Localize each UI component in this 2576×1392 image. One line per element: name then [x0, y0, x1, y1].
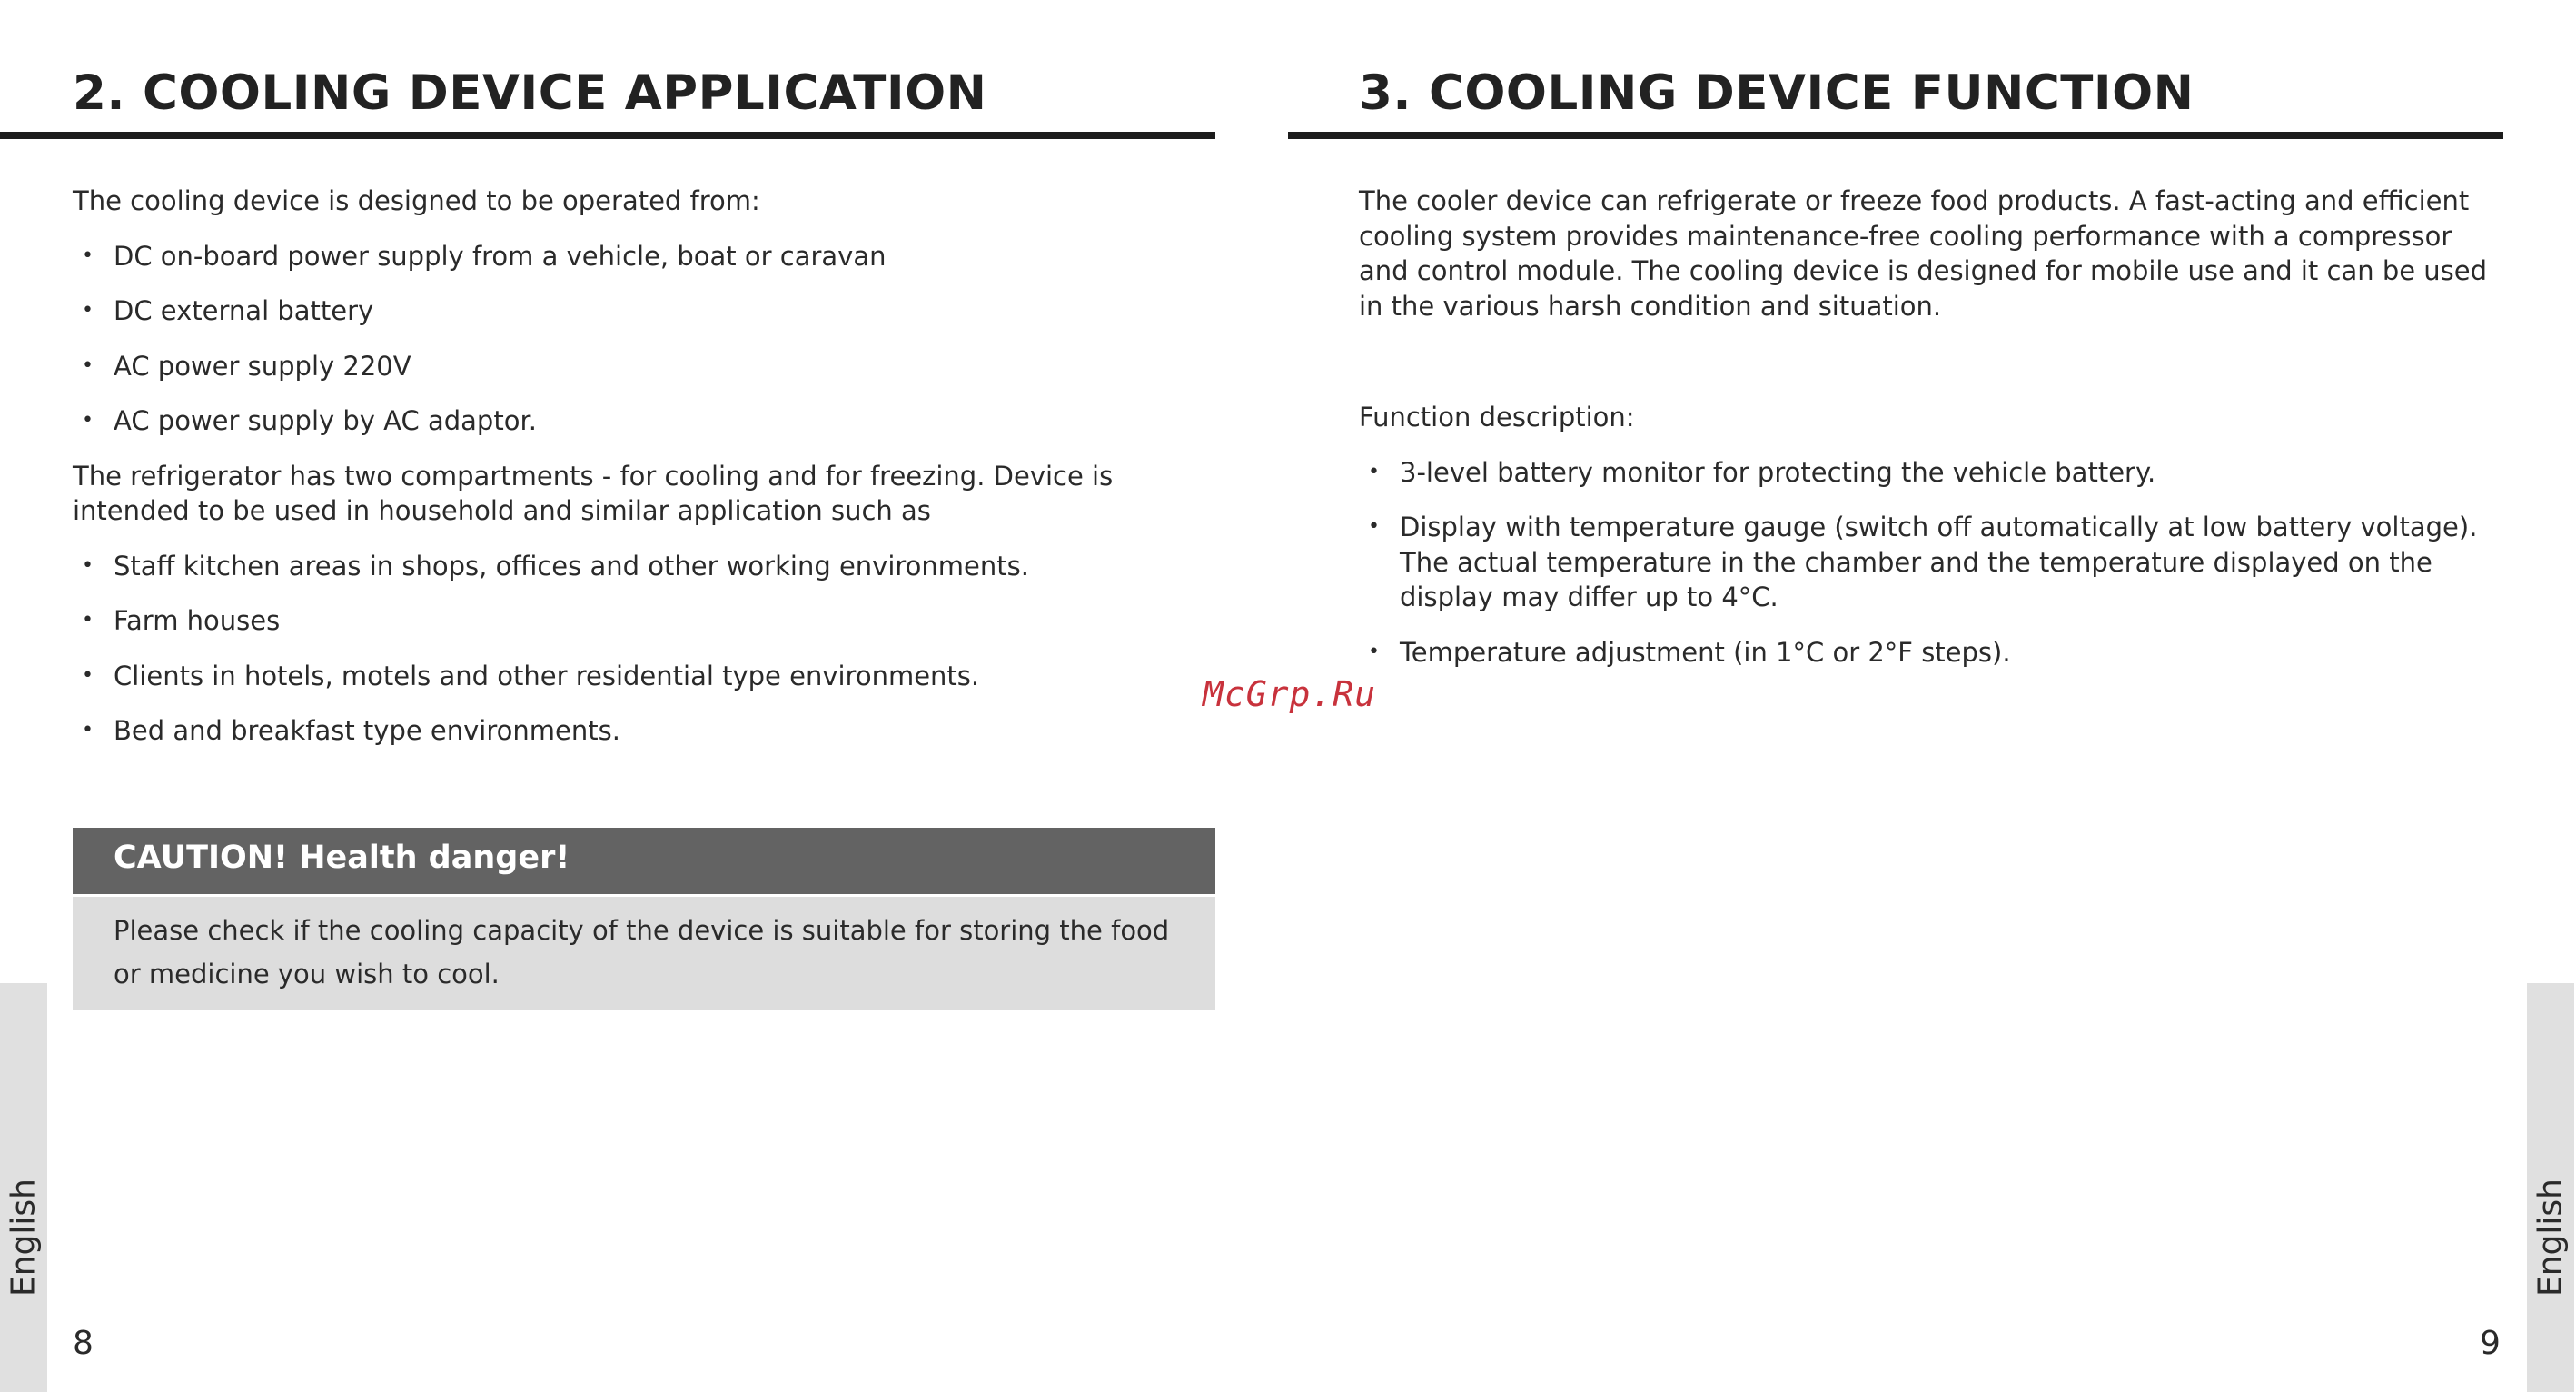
language-label: English: [5, 1178, 43, 1297]
usage-list: [73, 549, 1219, 749]
title-rule: [1288, 132, 2503, 139]
language-side-tab: [0, 983, 47, 1392]
list-item: • Bed and breakfast type environments.: [73, 713, 1219, 749]
list-item: • Farm houses: [73, 603, 1219, 639]
language-label: English: [2531, 1178, 2570, 1297]
list-item: • Display with temperature gauge (switch off automatically at low battery voltage). The actual temperature in the chamber and the temperature displayed on the display may differ up to 4°C.: [1359, 510, 2505, 615]
function-list: [1359, 455, 2505, 671]
list-item: • DC external battery: [73, 293, 1219, 329]
list-item: • Staff kitchen areas in shops, offices and other working environments.: [73, 549, 1219, 584]
title-rule: [0, 132, 1215, 139]
caution-box: [73, 828, 1215, 1010]
function-content: [1359, 184, 2505, 670]
right-page: [1288, 0, 2576, 1392]
list-item: • AC power supply 220V: [73, 349, 1219, 384]
list-item: • DC on-board power supply from a vehicle, boat or caravan: [73, 239, 1219, 274]
list-item: • AC power supply by AC adaptor.: [73, 403, 1219, 439]
page-title: 3. COOLING DEVICE FUNCTION: [1359, 65, 2195, 121]
function-heading: Function description:: [1359, 402, 1635, 433]
list-item: • 3-level battery monitor for protecting the vehicle battery.: [1359, 455, 2505, 491]
usage-paragraph: The refrigerator has two compartments - for cooling and for freezing. Device is intended to be used in household and similar application such as: [73, 460, 1114, 526]
application-content: [73, 184, 1219, 749]
list-item: • Clients in hotels, motels and other residential type environments.: [73, 659, 1219, 694]
caution-text: Please check if the cooling capacity of the device is suitable for storing the food or medicine you wish to cool.: [73, 897, 1215, 1010]
intro-text: The cooling device is designed to be operated from:: [73, 185, 760, 216]
watermark-text: McGrp.Ru: [1203, 674, 1377, 714]
page-number: 8: [73, 1325, 94, 1362]
page-title: 2. COOLING DEVICE APPLICATION: [73, 65, 987, 121]
page-number: 9: [2480, 1325, 2501, 1362]
caution-heading: CAUTION! Health danger!: [73, 828, 1215, 894]
list-item: • Temperature adjustment (in 1°C or 2°F steps).: [1359, 635, 2505, 671]
power-source-list: [73, 239, 1219, 439]
intro-text: The cooler device can refrigerate or freeze food products. A fast-acting and efficient cooling system provides maintenance-free cooling performance with a compressor and control module. The cooling device is designed for mobile use and it can be used in the various harsh condition and situation.: [1359, 185, 2488, 322]
language-side-tab: [2527, 983, 2574, 1392]
